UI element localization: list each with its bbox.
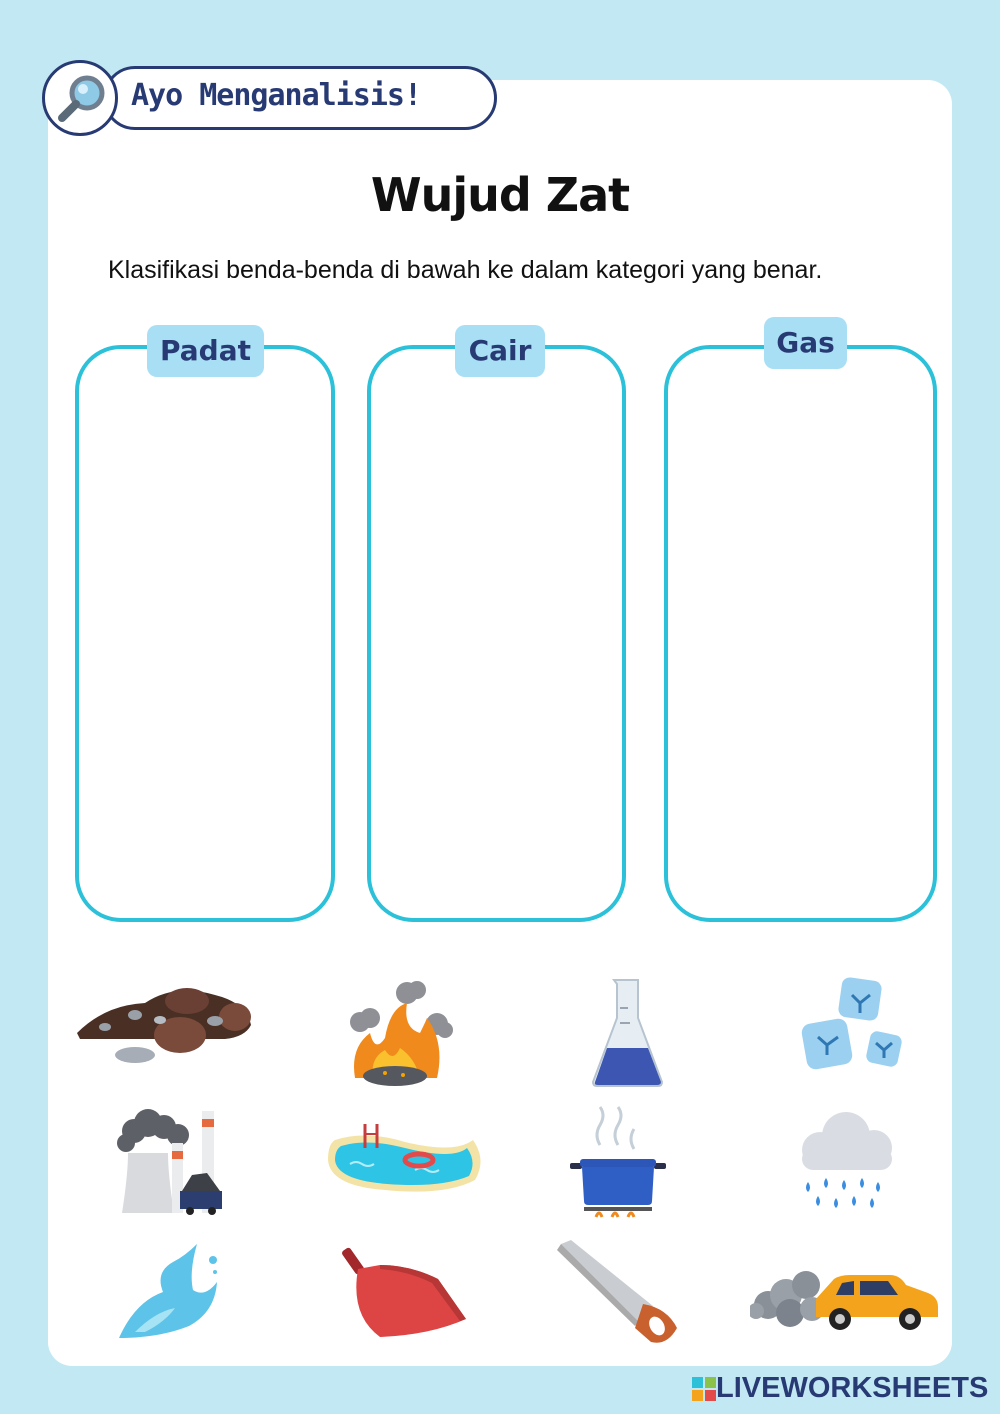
drop-zone-cair[interactable] <box>367 345 626 922</box>
instruction-text: Klasifikasi benda-benda di bawah ke dalam kategori yang benar. <box>108 256 823 284</box>
brand-name: LIVEWORKSHEETS <box>716 1372 989 1404</box>
rocks-pile-icon[interactable] <box>75 975 255 1074</box>
banner-title: Ayo Menganalisis! <box>131 78 422 113</box>
factory-smoke-icon[interactable] <box>112 1105 227 1221</box>
dustpan-icon[interactable] <box>340 1245 470 1344</box>
water-splash-icon[interactable] <box>115 1242 225 1346</box>
drop-zone-gas[interactable] <box>664 345 937 922</box>
drop-zone-padat[interactable] <box>75 345 335 922</box>
campfire-smoke-icon[interactable] <box>345 978 455 1092</box>
category-label-cair: Cair <box>455 325 545 377</box>
page-title: Wujud Zat <box>370 168 630 222</box>
magnifier-badge <box>42 60 118 136</box>
liveworksheets-logo-icon <box>692 1377 716 1401</box>
swimming-pool-icon[interactable] <box>325 1120 485 1204</box>
boiling-pot-icon[interactable] <box>568 1105 668 1224</box>
magnifier-icon <box>45 63 115 133</box>
flask-liquid-icon[interactable] <box>590 978 665 1094</box>
ice-cubes-icon[interactable] <box>800 975 905 1079</box>
hand-saw-icon[interactable] <box>555 1238 680 1352</box>
car-exhaust-icon[interactable] <box>750 1255 940 1339</box>
category-label-padat: Padat <box>147 325 264 377</box>
category-label-gas: Gas <box>764 317 847 369</box>
rain-cloud-icon[interactable] <box>790 1108 900 1222</box>
brand-footer <box>692 1372 988 1405</box>
